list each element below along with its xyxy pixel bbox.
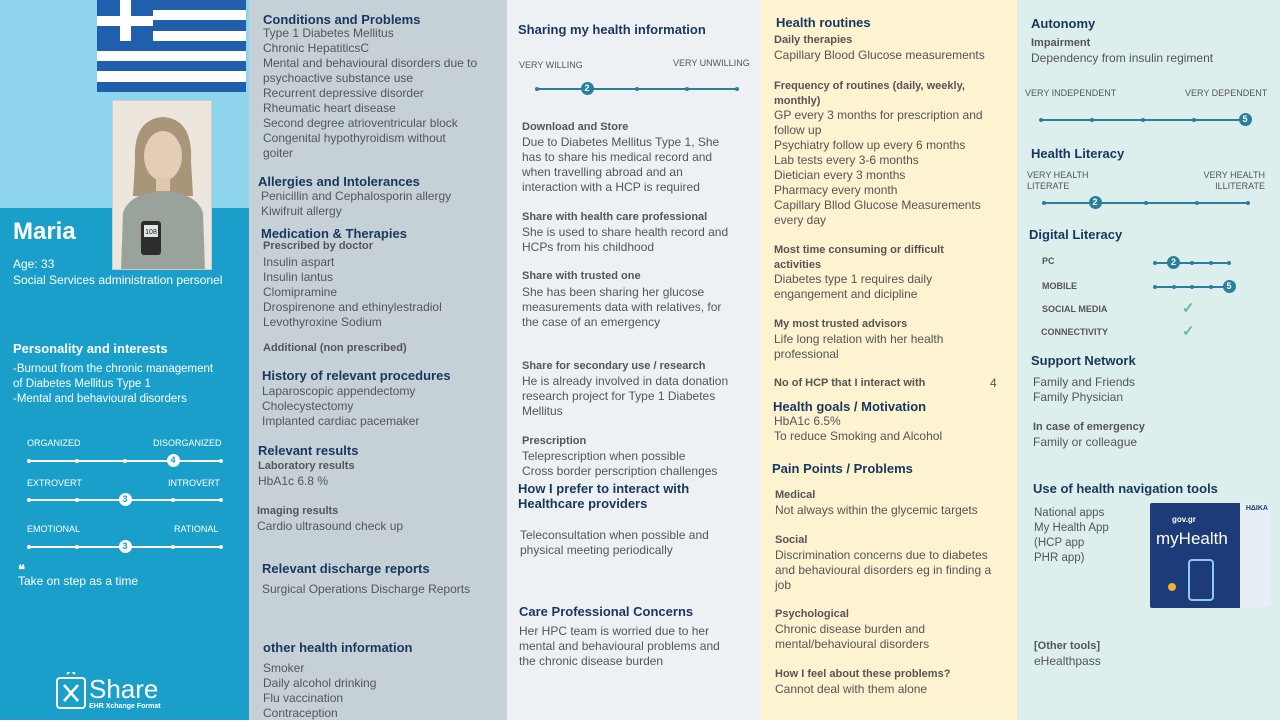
- social-media-label: SOCIAL MEDIA: [1042, 304, 1108, 314]
- conditions-title: Conditions and Problems: [263, 12, 421, 27]
- interest-line: -Burnout from the chronic management: [13, 363, 214, 375]
- persona-photo: [112, 100, 212, 270]
- interests-list: [13, 362, 213, 407]
- medication-list: [263, 255, 442, 330]
- other-tools-text: eHealthpass: [1034, 654, 1101, 668]
- other-info-item: Flu vaccination: [263, 691, 344, 705]
- scale-step-dot: [1153, 261, 1157, 265]
- condition-item: goiter: [263, 146, 294, 160]
- difficult-label: [774, 243, 944, 273]
- text-line: She has been sharing her glucose: [522, 285, 705, 299]
- text-line: professional: [774, 347, 839, 361]
- text-line: Diabetes type 1 requires daily: [774, 272, 933, 286]
- discharge-value: Surgical Operations Discharge Reports: [262, 582, 471, 596]
- interact-title: [518, 481, 689, 511]
- share-hcp-label: Share with health care professional: [522, 211, 708, 223]
- medication-item: Clomipramine: [263, 285, 338, 299]
- sharing-right-label: VERY UNWILLING: [673, 58, 750, 68]
- scale-step-dot: [171, 545, 175, 549]
- sharing-left-label: VERY WILLING: [519, 60, 583, 70]
- text-line: Teleconsultation when possible and: [520, 528, 709, 542]
- tools-title: Use of health navigation tools: [1033, 481, 1218, 496]
- other-info-item: Contraception: [263, 706, 338, 720]
- scale-step-dot: [1209, 285, 1213, 289]
- literacy-left-label: [1027, 170, 1089, 192]
- connectivity-check-icon: ✓: [1182, 323, 1195, 340]
- scale-step-dot: [75, 545, 79, 549]
- social-text: [775, 548, 991, 593]
- text-line: Her HPC team is worried due to her: [519, 624, 710, 638]
- digital-literacy-title: Digital Literacy: [1029, 227, 1123, 242]
- scale-step-dot: [219, 498, 223, 502]
- tool-item: My Health App: [1034, 522, 1109, 534]
- autonomy-scale: [1041, 114, 1248, 124]
- tools-list: [1034, 506, 1109, 566]
- medical-text: Not always within the glycemic targets: [775, 503, 978, 517]
- autonomy-title: Autonomy: [1031, 16, 1096, 31]
- condition-item: Second degree atrioventricular block: [263, 116, 458, 130]
- condition-item: Recurrent depressive disorder: [263, 86, 424, 100]
- scale-step-dot: [1190, 261, 1194, 265]
- text-line: interaction with a HCP is required: [522, 180, 700, 194]
- text-line: Chronic disease burden and: [775, 622, 926, 636]
- pc-scale: [1155, 257, 1229, 267]
- procedure-item: Implanted cardiac pacemaker: [262, 414, 420, 428]
- interest-line: of Diabetes Mellitus Type 1: [13, 378, 151, 390]
- text-line: every day: [774, 213, 827, 227]
- emergency-text: Family or colleague: [1033, 435, 1138, 449]
- medication-item: Levothyroxine Sodium: [263, 315, 382, 329]
- scale-step-dot: [27, 459, 31, 463]
- greek-flag: [97, 0, 246, 92]
- share-secondary-label: Share for secondary use / research: [522, 360, 706, 372]
- lab-results-value: HbA1c 6.8 %: [258, 474, 329, 488]
- pain-title: Pain Points / Problems: [772, 461, 913, 476]
- persona-quote: Take on step as a time: [18, 574, 139, 588]
- download-label: Download and Store: [522, 121, 629, 133]
- frequency-label: [774, 79, 965, 109]
- tool-item: National apps: [1034, 507, 1105, 519]
- feel-label: How I feel about these problems?: [775, 668, 951, 680]
- scale-right-label: DISORGANIZED: [153, 438, 222, 448]
- scale-value-knob: 3: [119, 493, 132, 506]
- psychological-text: [775, 622, 929, 652]
- text-line: Psychiatry follow up every 6 months: [774, 138, 966, 152]
- myhealth-title: myHealth: [1156, 529, 1228, 548]
- gov-logo: gov.gr: [1172, 515, 1196, 524]
- persona-age: Age: 33: [13, 257, 55, 271]
- interact-text: [520, 528, 709, 558]
- mobile-label: MOBILE: [1042, 281, 1077, 291]
- text-line: GP every 3 months for prescription and: [774, 108, 983, 122]
- scale-step-dot: [27, 498, 31, 502]
- xshare-logo-icon: [55, 672, 89, 712]
- condition-item: Type 1 Diabetes Mellitus: [263, 26, 394, 40]
- text-line: Teleprescription when possible: [522, 449, 686, 463]
- goals-text: [774, 414, 942, 444]
- condition-item: Mental and behavioural disorders due to: [263, 56, 478, 70]
- impairment-label: Impairment: [1031, 37, 1091, 49]
- routines-title: Health routines: [776, 15, 871, 30]
- title-line: Healthcare providers: [518, 496, 648, 511]
- hcp-count-label: No of HCP that I interact with: [774, 377, 926, 389]
- text-line: Pharmacy every month: [774, 183, 898, 197]
- condition-item: Congenital hypothyroidism without: [263, 131, 446, 145]
- prescription-label: Prescription: [522, 435, 587, 447]
- text-line: mental/behavioural disorders: [775, 637, 930, 651]
- scale-step-dot: [75, 498, 79, 502]
- scale-step-dot: [219, 545, 223, 549]
- conditions-list: [263, 26, 477, 161]
- scale-step-dot: [1227, 261, 1231, 265]
- therapies-label: Daily therapies: [774, 34, 853, 46]
- scale-step-dot: [123, 459, 127, 463]
- medication-item: Insulin lantus: [263, 270, 334, 284]
- scale-step-dot: [1172, 285, 1176, 289]
- scale-step-dot: [735, 87, 739, 91]
- myhealth-app-cover: [1150, 503, 1270, 608]
- other-info-title: other health information: [263, 640, 413, 655]
- scale-step-dot: [219, 459, 223, 463]
- allergy-item: Kiwifruit allergy: [261, 204, 342, 218]
- therapies-text: Capillary Blood Glucose measurements: [774, 48, 985, 62]
- scale-step-dot: [1192, 118, 1196, 122]
- share-trusted-text: [522, 285, 721, 330]
- psychological-label: Psychological: [775, 608, 849, 620]
- text-line: She is used to share health record and: [522, 225, 729, 239]
- share-secondary-text: [522, 374, 728, 419]
- scale-value-knob: 2: [581, 82, 594, 95]
- prescribed-label: Prescribed by doctor: [263, 240, 374, 252]
- scale-value-knob: 3: [119, 540, 132, 553]
- allergy-item: Penicillin and Cephalosporin allergy: [261, 189, 452, 203]
- text-line: research project for Type 1 Diabetes: [522, 389, 716, 403]
- text-line: has to share his medical record and: [522, 150, 713, 164]
- text-line: To reduce Smoking and Alcohol: [774, 429, 943, 443]
- label-line: VERY HEALTH: [1027, 170, 1089, 180]
- label-line: LITERATE: [1027, 181, 1070, 191]
- share-trusted-label: Share with trusted one: [522, 270, 641, 282]
- scale-step-dot: [685, 87, 689, 91]
- emergency-label: In case of emergency: [1033, 421, 1145, 433]
- text-line: job: [775, 578, 792, 592]
- text-line: Discrimination concerns due to diabetes: [775, 548, 988, 562]
- advisors-text: [774, 332, 943, 362]
- medication-item: Drospirenone and ethinylestradiol: [263, 300, 442, 314]
- procedure-item: Laparoscopic appendectomy: [262, 384, 416, 398]
- concerns-text: [519, 624, 720, 669]
- allergies-title: Allergies and Intolerances: [258, 174, 420, 189]
- label-line: monthly): [774, 95, 821, 107]
- download-text: [522, 135, 719, 195]
- pc-label: PC: [1042, 256, 1055, 266]
- other-tools-label: [Other tools]: [1034, 640, 1100, 652]
- label-line: activities: [774, 259, 822, 271]
- text-line: Due to Diabetes Mellitus Type 1, She: [522, 135, 720, 149]
- text-line: when travelling abroad and an: [522, 165, 683, 179]
- text-line: the case of an emergency: [522, 315, 661, 329]
- text-line: engangement and dicipline: [774, 287, 918, 301]
- label-line: VERY HEALTH: [1203, 170, 1265, 180]
- text-line: measurements data with relatives, for: [522, 300, 722, 314]
- difficult-text: [774, 272, 932, 302]
- scale-step-dot: [75, 459, 79, 463]
- scale-step-dot: [1195, 201, 1199, 205]
- scale-left-label: EXTROVERT: [27, 478, 82, 488]
- text-line: Lab tests every 3-6 months: [774, 153, 919, 167]
- imaging-value: Cardio ultrasound check up: [257, 519, 404, 533]
- personality-title: Personality and interests: [13, 341, 168, 356]
- literacy-scale: [1044, 197, 1248, 207]
- social-label: Social: [775, 534, 808, 546]
- text-line: and behavioural disorders eg in finding a: [775, 563, 992, 577]
- text-line: Capillary Bllod Glucose Measurements: [774, 198, 981, 212]
- autonomy-right-label: VERY DEPENDENT: [1185, 88, 1268, 98]
- other-info-item: Daily alcohol drinking: [263, 676, 377, 690]
- scale-value-knob: 5: [1223, 280, 1236, 293]
- scale-left-label: ORGANIZED: [27, 438, 81, 448]
- scale-step-dot: [27, 545, 31, 549]
- scale-step-dot: [1153, 285, 1157, 289]
- text-line: mental and behavioural problems and: [519, 639, 720, 653]
- sharing-scale: [537, 83, 737, 93]
- discharge-title: Relevant discharge reports: [262, 561, 430, 576]
- emotional-scale: [29, 541, 221, 551]
- text-line: Family Physician: [1033, 390, 1124, 404]
- scale-step-dot: [1090, 118, 1094, 122]
- text-line: Dietician every 3 months: [774, 168, 906, 182]
- tool-item: (HCP app: [1034, 537, 1085, 549]
- mobile-scale: [1155, 281, 1232, 291]
- quote-icon: ❝: [18, 562, 25, 577]
- health-literacy-title: Health Literacy: [1031, 146, 1125, 161]
- idika-badge: ΗΔΙΚΑ: [1245, 505, 1268, 512]
- medication-title: Medication & Therapies: [261, 226, 407, 241]
- scale-step-dot: [1141, 118, 1145, 122]
- support-text: [1033, 375, 1135, 405]
- text-line: HbA1c 6.5%: [774, 414, 841, 428]
- text-line: the chronic disease burden: [519, 654, 664, 668]
- allergies-list: [261, 189, 451, 219]
- scale-right-label: RATIONAL: [174, 524, 219, 534]
- label-line: ILLITERATE: [1215, 181, 1265, 191]
- text-line: Cross border perscription challenges: [522, 464, 718, 478]
- advisors-label: My most trusted advisors: [774, 318, 908, 330]
- goals-title: Health goals / Motivation: [773, 399, 927, 414]
- share-hcp-text: [522, 225, 728, 255]
- text-line: physical meeting periodically: [520, 543, 673, 557]
- text-line: Life long relation with her health: [774, 332, 944, 346]
- scale-step-dot: [1144, 201, 1148, 205]
- text-line: He is already involved in data donation: [522, 374, 729, 388]
- hcp-count-value: 4: [990, 376, 997, 390]
- text-line: Mellitus: [522, 404, 563, 418]
- text-line: Family and Friends: [1033, 375, 1136, 389]
- medical-label: Medical: [775, 489, 816, 501]
- text-line: follow up: [774, 123, 822, 137]
- condition-item: Rheumatic heart disease: [263, 101, 396, 115]
- scale-value-knob: 2: [1167, 256, 1180, 269]
- scale-step-dot: [1190, 285, 1194, 289]
- concerns-title: Care Professional Concerns: [519, 604, 694, 619]
- persona-name: Maria: [13, 218, 76, 245]
- label-line: Frequency of routines (daily, weekly,: [774, 80, 965, 92]
- additional-label: Additional (non prescribed): [263, 342, 407, 354]
- procedure-item: Cholecystectomy: [262, 399, 354, 413]
- scale-step-dot: [1039, 118, 1043, 122]
- scale-value-knob: 5: [1239, 113, 1252, 126]
- title-line: How I prefer to interact with: [518, 481, 690, 496]
- label-line: Most time consuming or difficult: [774, 244, 944, 256]
- scale-step-dot: [1042, 201, 1046, 205]
- interest-line: -Mental and behavioural disorders: [13, 393, 187, 405]
- glucose-reading: 108: [145, 229, 157, 236]
- scale-right-label: INTROVERT: [168, 478, 220, 488]
- prescription-text: [522, 449, 717, 479]
- feel-text: Cannot deal with them alone: [775, 682, 928, 696]
- impairment-text: Dependency from insulin regiment: [1031, 51, 1214, 65]
- sharing-title: Sharing my health information: [518, 22, 706, 37]
- scale-value-knob: 2: [1089, 196, 1102, 209]
- results-title: Relevant results: [258, 443, 359, 458]
- scale-value-knob: 4: [167, 454, 180, 467]
- xshare-logo: [55, 672, 175, 714]
- condition-item: psychoactive substance use: [263, 71, 414, 85]
- medication-item: Insulin aspart: [263, 255, 335, 269]
- persona-occupation: Social Services administration personel: [13, 273, 223, 287]
- frequency-text: [774, 108, 983, 228]
- imaging-label: Imaging results: [257, 505, 339, 517]
- scale-step-dot: [171, 498, 175, 502]
- other-info-list: [263, 661, 376, 721]
- tool-item: PHR app): [1034, 552, 1085, 564]
- scale-step-dot: [1246, 201, 1250, 205]
- organized-scale: [29, 455, 221, 465]
- literacy-right-label: [1196, 170, 1265, 192]
- social-media-check-icon: ✓: [1182, 300, 1195, 317]
- other-info-item: Smoker: [263, 661, 305, 675]
- scale-step-dot: [635, 87, 639, 91]
- support-title: Support Network: [1031, 353, 1136, 368]
- xshare-brand: Share: [89, 674, 159, 704]
- connectivity-label: CONNECTIVITY: [1041, 327, 1109, 337]
- procedures-title: History of relevant procedures: [262, 368, 451, 383]
- lab-results-label: Laboratory results: [258, 460, 355, 472]
- text-line: HCPs from his childhood: [522, 240, 655, 254]
- procedures-list: [262, 384, 419, 429]
- xshare-tagline: EHR Xchange Format: [89, 703, 161, 710]
- autonomy-left-label: VERY INDEPENDENT: [1025, 88, 1117, 98]
- scale-left-label: EMOTIONAL: [27, 524, 81, 534]
- scale-step-dot: [535, 87, 539, 91]
- extrovert-scale: [29, 494, 221, 504]
- scale-step-dot: [1209, 261, 1213, 265]
- condition-item: Chronic HepatiticsC: [263, 41, 370, 55]
